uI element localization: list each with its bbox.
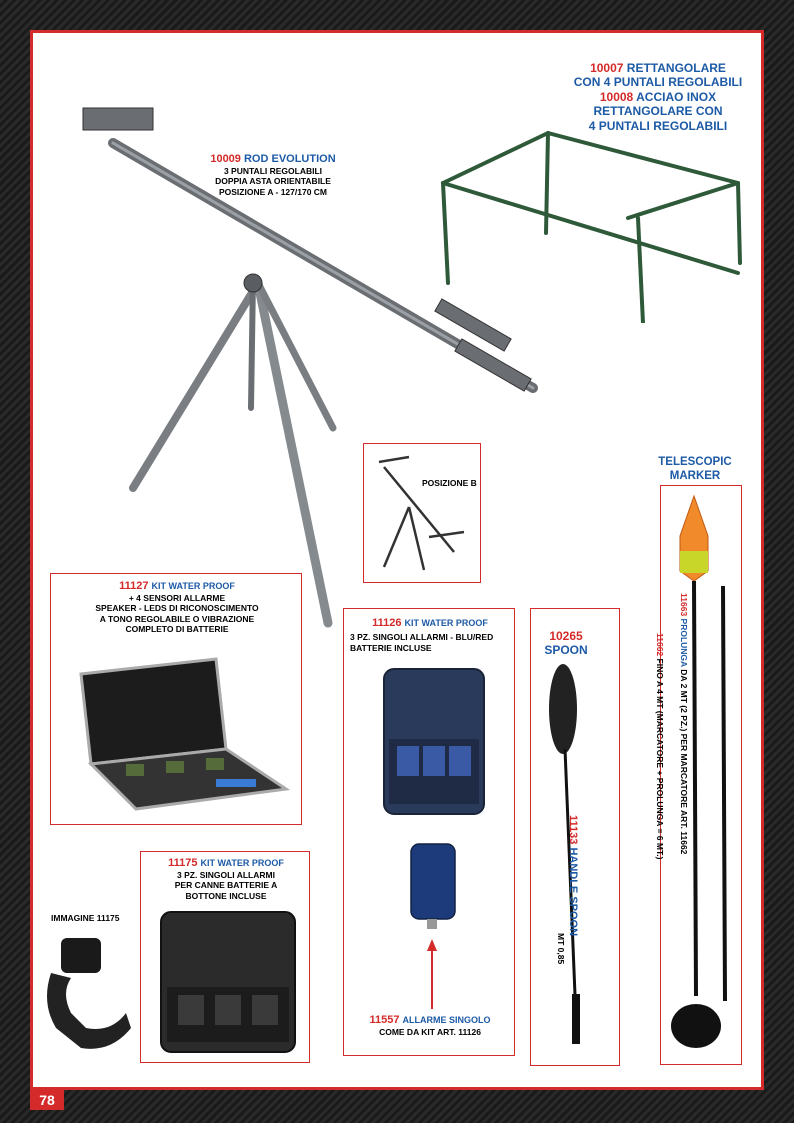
- spoon-vsize: MT 0,85: [556, 933, 566, 965]
- kit-11127-line4: COMPLETO DI BATTERIE: [125, 623, 229, 634]
- spoon-code: 10265: [549, 629, 583, 643]
- marker-text1: FINO A 4 MT (MARCATORE + PROLUNGA = 6 MT.): [655, 658, 665, 860]
- posizione-b-label: POSIZIONE B: [422, 478, 477, 488]
- marker-code2: 11663: [679, 593, 689, 617]
- kit-11127-line2: SPEAKER - LEDS DI RICONOSCIMENTO: [95, 603, 259, 614]
- catalog-page: [30, 30, 764, 1090]
- allarme-11557-name: ALLARME SINGOLO: [402, 1015, 491, 1025]
- kit-11175-name: KIT WATER PROOF: [200, 858, 284, 868]
- kit-11127-line1: + 4 SENSORI ALLARME: [128, 593, 226, 604]
- rect-pod-code2: 10008: [599, 89, 634, 104]
- allarme-11557-line1: COME DA KIT ART. 11126: [379, 1027, 481, 1038]
- kit-11175-box: [140, 851, 310, 1063]
- kit-11175-code: 11175: [168, 857, 198, 869]
- rect-pod-name2: ACCIAO INOX: [636, 89, 717, 104]
- kit-11127-code: 11127: [119, 580, 149, 592]
- kit-11126-line1: 3 PZ. SINGOLI ALLARMI - BLU/RED: [350, 632, 494, 642]
- kit-11127-box: [50, 573, 302, 825]
- page-number: 78: [30, 1090, 64, 1110]
- telescopic-title1: TELESCOPIC: [658, 456, 732, 468]
- spoon-vcode: 11133: [567, 815, 579, 845]
- kit-11126-image: [379, 664, 489, 819]
- allarme-11557-code: 11557: [369, 1014, 400, 1026]
- kit-11175-line3: BOTTONE INCLUSE: [185, 890, 267, 901]
- allarme-11557-image: [399, 839, 469, 1014]
- kit-11175-line2: PER CANNE BATTERIE A: [174, 880, 278, 891]
- kit-11175-line1: 3 PZ. SINGOLI ALLARMI: [177, 870, 275, 881]
- kit-11126-code: 11126: [372, 617, 402, 629]
- marker-image: [666, 491, 738, 1061]
- rod-evolution-line3: POSIZIONE A - 127/170 CM: [218, 186, 327, 197]
- marker-text2: DA 2 MT (2 PZ.) PER MARCATORE ART. 11662: [679, 669, 689, 855]
- spoon-name: SPOON: [544, 643, 588, 658]
- kit-11127-name: KIT WATER PROOF: [151, 581, 235, 591]
- rect-pod-name1: RETTANGOLARE: [626, 61, 726, 75]
- rod-evolution-line2: DOPPIA ASTA ORIENTABILE: [215, 176, 331, 187]
- posizione-b-box: [363, 443, 481, 583]
- spoon-vname: HANDLE SPOON: [567, 847, 579, 937]
- immagine-11175-label: IMMAGINE 11175: [51, 913, 120, 923]
- rect-pod-line3: 4 PUNTALI REGOLABILI: [588, 118, 728, 133]
- posizione-b-image: [369, 452, 474, 577]
- telescopic-marker-box: [660, 485, 742, 1065]
- telescopic-title2: MARKER: [669, 469, 721, 482]
- marker-code1: 11662: [655, 633, 665, 657]
- kit-11127-image: [66, 654, 291, 819]
- kit-11126-box: [343, 608, 515, 1056]
- rod-evolution-code: 10009: [210, 153, 241, 165]
- rect-pod-line2: RETTANGOLARE CON: [593, 104, 723, 119]
- kit-11126-name: KIT WATER PROOF: [404, 618, 488, 628]
- kit-11175-image: [153, 907, 303, 1057]
- rod-evolution-name: ROD EVOLUTION: [243, 153, 336, 165]
- kit-11126-line2: BATTERIE INCLUSE: [350, 642, 432, 653]
- rect-pod-code1: 10007: [590, 61, 624, 75]
- rod-evolution-line1: 3 PUNTALI REGOLABILI: [223, 166, 323, 177]
- immagine-11175-image: [41, 933, 141, 1058]
- rect-pod-line1: CON 4 PUNTALI REGOLABILI: [573, 75, 743, 90]
- kit-11127-line3: A TONO REGOLABILE O VIBRAZIONE: [99, 613, 255, 624]
- marker-name2: PROLUNGA: [679, 618, 689, 667]
